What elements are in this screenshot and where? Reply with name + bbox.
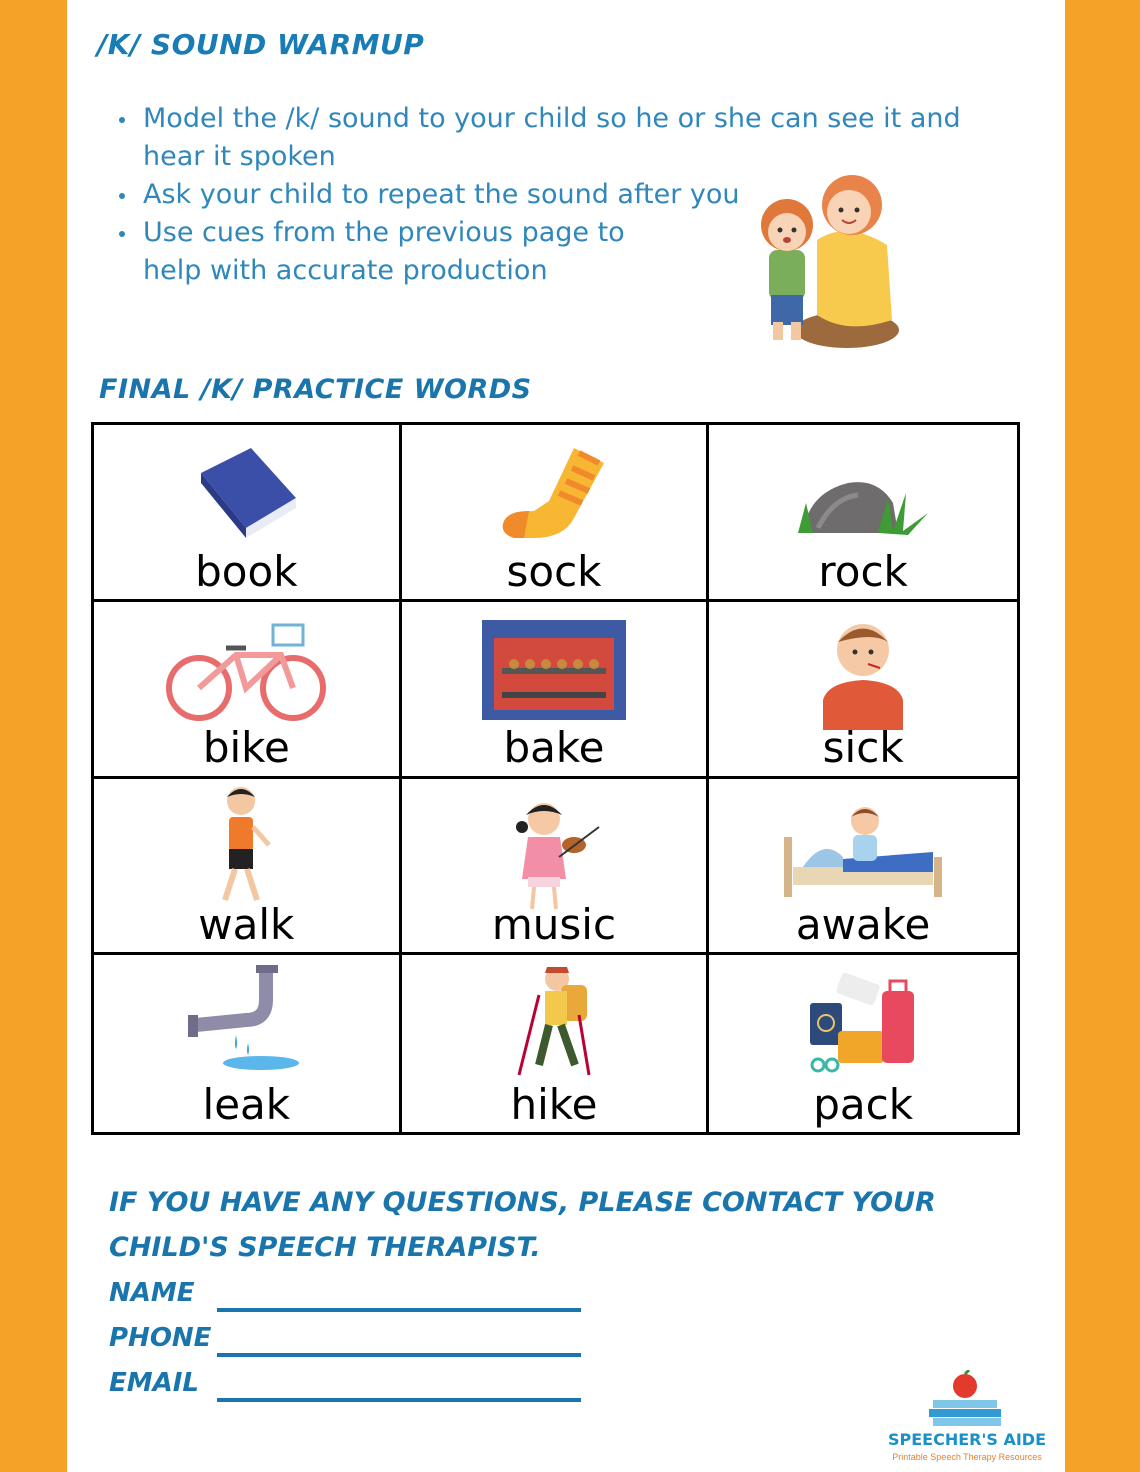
word-card-sick [709,602,1017,779]
worksheet-page [67,0,1065,1472]
mother-child-illustration [747,150,907,350]
child-in-bed-icon [783,797,943,902]
practice-word-grid [91,422,1020,1135]
word-card-rock [709,425,1017,602]
word-label: hike [510,1079,598,1129]
word-label: awake [795,900,931,950]
contact-message: IF YOU HAVE ANY QUESTIONS, PLEASE CONTACT YOUR CHILD'S SPEECH THERAPIST. [109,1187,936,1263]
word-label: leak [202,1079,291,1129]
instruction-item: Use cues from the previous page to help with accurate production [117,214,683,290]
violin-girl-icon [504,797,604,912]
hiker-icon [509,965,599,1085]
word-card-bike [94,602,402,779]
email-label: EMAIL [109,1368,199,1398]
word-label: sock [506,546,602,596]
word-card-pack [709,955,1017,1132]
word-card-leak [94,955,402,1132]
word-label: sick [822,723,904,773]
book-icon [191,443,301,543]
word-card-book [94,425,402,602]
name-label: NAME [109,1278,195,1308]
word-card-music [402,779,710,956]
sick-child-icon [818,620,908,730]
word-card-awake [709,779,1017,956]
logo-tagline: Printable Speech Therapy Resources [892,1452,1042,1462]
name-field [109,1278,589,1318]
word-label: book [195,546,298,596]
word-card-walk [94,779,402,956]
word-label: pack [813,1079,914,1129]
speechers-aide-logo [885,1370,1049,1466]
walking-boy-icon [211,785,281,910]
phone-line[interactable] [217,1353,581,1357]
practice-heading: FINAL /K/ PRACTICE WORDS [99,374,532,405]
word-label: bike [202,723,290,773]
apple-books-icon [885,1370,1049,1430]
word-card-hike [402,955,710,1132]
leaking-pipe-icon [186,965,306,1075]
bike-icon [161,620,331,725]
oven-baking-icon [482,620,626,720]
sock-icon [494,443,614,543]
instruction-item: Ask your child to repeat the sound after you [117,176,977,214]
name-line[interactable] [217,1308,581,1312]
email-field [109,1368,589,1408]
word-card-sock [402,425,710,602]
email-line[interactable] [217,1398,581,1402]
word-label: bake [503,723,605,773]
word-label: rock [818,546,908,596]
word-label: music [491,900,617,950]
word-card-bake [402,602,710,779]
logo-brand: SPEECHER'S AIDE [887,1430,1047,1449]
rock-icon [788,443,938,543]
word-label: walk [198,900,295,950]
phone-field [109,1323,589,1363]
warmup-heading: /K/ SOUND WARMUP [97,28,425,61]
phone-label: PHONE [109,1323,212,1353]
luggage-icon [808,973,918,1073]
instruction-item: Model the /k/ sound to your child so he or she can see it and hear it spoken [117,100,977,176]
